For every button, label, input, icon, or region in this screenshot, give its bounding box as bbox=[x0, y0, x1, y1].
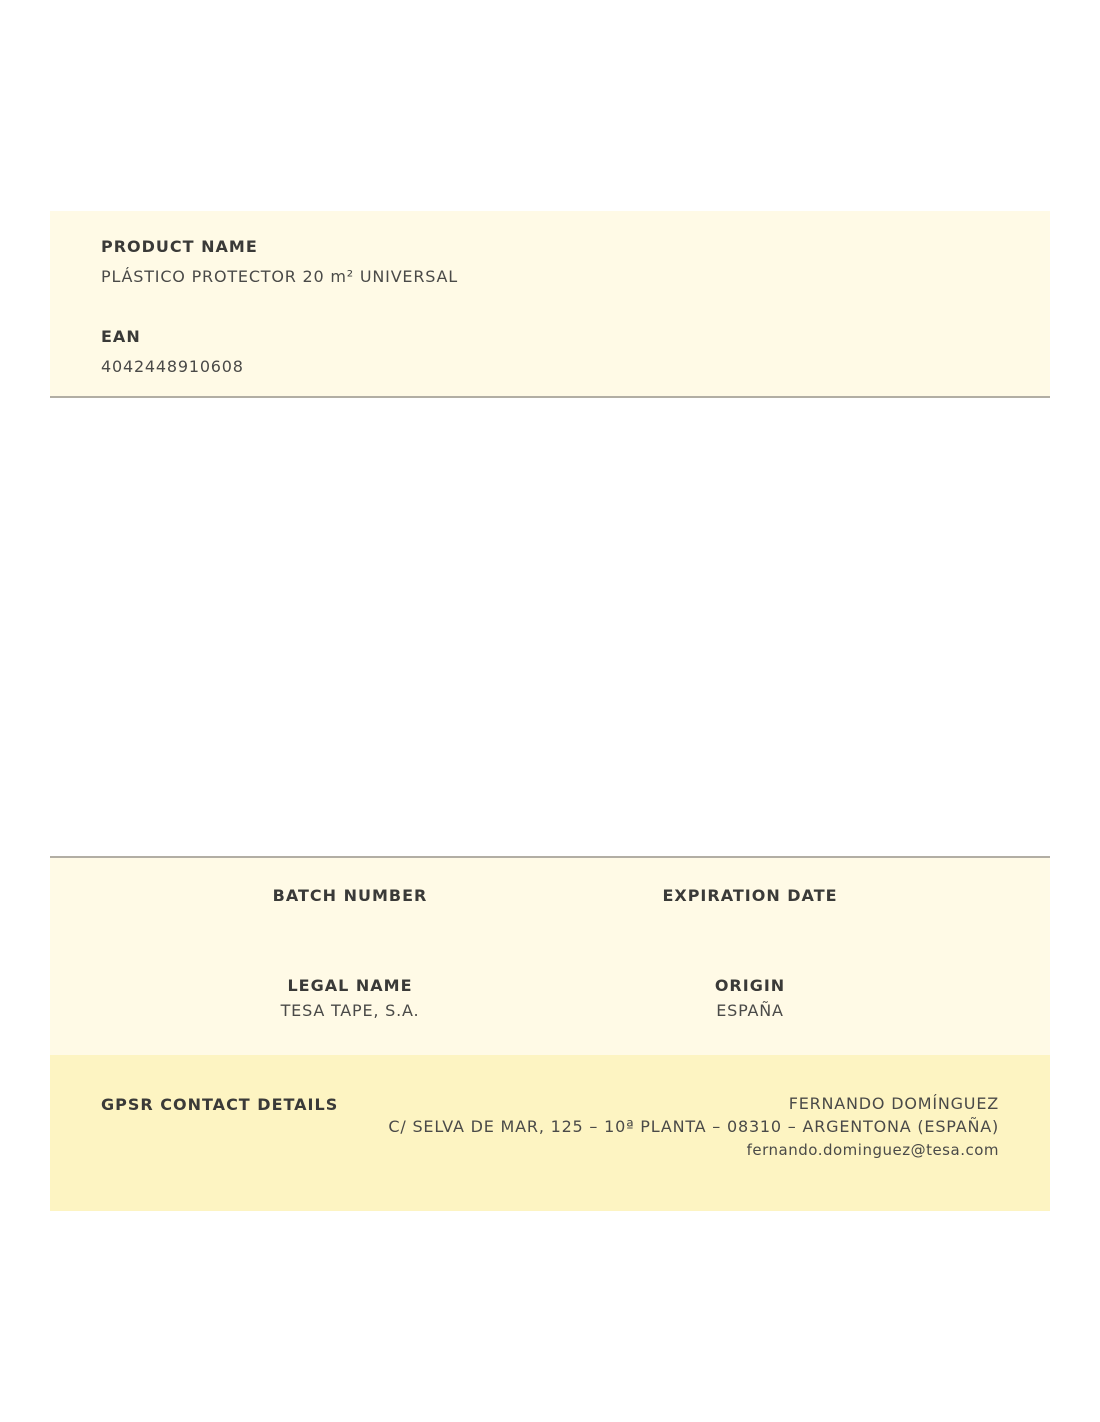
product-name-value: PLÁSTICO PROTECTOR 20 m² UNIVERSAL bbox=[101, 267, 458, 286]
contact-name: FERNANDO DOMÍNGUEZ bbox=[788, 1094, 999, 1113]
product-info-panel bbox=[50, 211, 1050, 398]
batch-number-cell bbox=[200, 886, 500, 911]
legal-name-cell bbox=[200, 976, 500, 1020]
legal-name-value: TESA TAPE, S.A. bbox=[280, 1001, 420, 1020]
batch-details-panel bbox=[50, 856, 1050, 1057]
origin-label: ORIGIN bbox=[714, 976, 786, 995]
gpsr-contact-label: GPSR CONTACT DETAILS bbox=[101, 1095, 339, 1114]
contact-details bbox=[388, 1095, 999, 1164]
batch-number-label: BATCH NUMBER bbox=[272, 886, 428, 905]
contact-address: C/ SELVA DE MAR, 125 – 10ª PLANTA – 08310 – ARGENTONA (ESPAÑA) bbox=[388, 1117, 999, 1136]
ean-value: 4042448910608 bbox=[101, 357, 244, 376]
product-name-label: PRODUCT NAME bbox=[101, 237, 258, 256]
origin-value: ESPAÑA bbox=[716, 1001, 784, 1020]
gpsr-contact-panel bbox=[50, 1055, 1050, 1211]
contact-email: fernando.dominguez@tesa.com bbox=[746, 1141, 999, 1159]
ean-label: EAN bbox=[101, 327, 141, 346]
origin-cell bbox=[600, 976, 900, 1020]
expiration-date-cell bbox=[600, 886, 900, 911]
legal-name-label: LEGAL NAME bbox=[287, 976, 413, 995]
expiration-date-label: EXPIRATION DATE bbox=[662, 886, 838, 905]
